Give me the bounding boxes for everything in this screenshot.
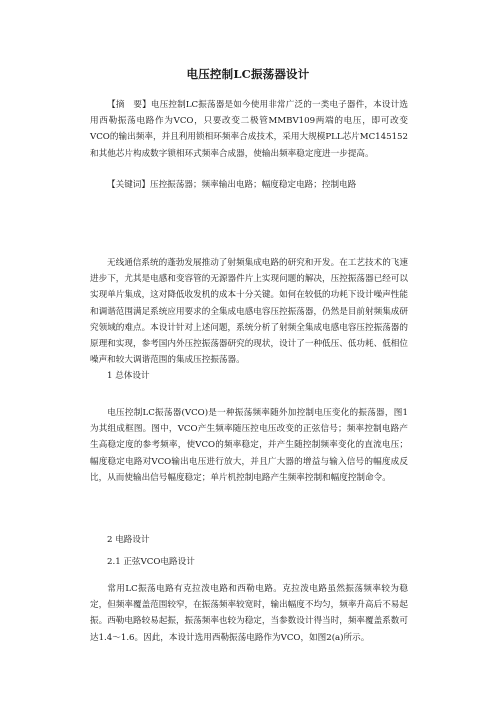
section-1-text: 电压控制LC振荡器(VCO)是一种振荡频率随外加控制电压变化的振荡器，图1为其组成框图。图中，VCO产生频率随压控电压改变的正弦信号；频率控制电路产生高稳定度的参考频率，使VCO的频率稳定，并产生随控制频率变化的直流电压；幅度稳定电路对VCO输出电压进行放大，并且广大器的增益与输入信号的幅度成反比，从而使输出信号幅度稳定；单片机控制电路产生频率控制和幅度控制命令。 bbox=[90, 408, 408, 483]
section-1-paragraph bbox=[90, 405, 408, 486]
intro-text: 无线通信系统的蓬勃发展推动了射频集成电路的研究和开发。在工艺技术的飞速进步下，尤其是电感和变容管的无源器件片上实现问题的解决，压控振荡器已经可以实现单片集成，这对降低收发机的成本十分关键。如何在较低的功耗下设计噪声性能和调谐范围满足系统应用要求的全集成电感电容压控振荡器，仍然是目前射频集成研究领域的难点。本设计针对上述问题，系统分析了射频全集成电感电容压控振荡器的原理和实现，参考国内外压控振荡器研究的现状，设计了一种低压、低功耗、低相位噪声和较大调谐范围的集成压控振荡器。 bbox=[90, 258, 408, 366]
keywords-paragraph bbox=[90, 177, 408, 193]
section-2-1-text: 常用LC振荡电路有克拉泼电路和西勒电路。克拉泼电路虽然振荡频率较为稳定，但频率覆盖范围较窄，在振荡频率较宽时，输出幅度不均匀，频率升高后不易起振。西勒电路较易起振，振荡频率也较为稳定，当参数设计得当时，频率覆盖系数可达1.4～1.6。因此，本设计选用西勒振荡电路作为VCO，如图2(a)所示。 bbox=[90, 584, 408, 643]
section-1-heading: 1 总体设计 bbox=[107, 371, 150, 381]
section-2-1-paragraph bbox=[90, 581, 408, 646]
section-2-heading: 2 电路设计 bbox=[107, 535, 150, 545]
page-title: 电压控制LC振荡器设计 bbox=[186, 67, 310, 81]
keywords-text: 【关键词】压控振荡器；频率输出电路；幅度稳定电路；控制电路 bbox=[107, 180, 357, 190]
section-2-1-heading: 2.1 正弦VCO电路设计 bbox=[107, 557, 195, 567]
abstract-text: 【摘 要】电压控制LC振荡器是如今使用非常广泛的一类电子器件，本设计选用西勒振荡电路作为VCO，只要改变二极管MMBV109两端的电压，即可改变VCO的输出频率，并且利用锁相环频率合成技术，采用大规模PLL芯片MC145152和其他芯片构成数字锁相环式频率合成器，使输出频率稳定度进一步提高。 bbox=[90, 100, 408, 159]
intro-paragraph bbox=[90, 255, 408, 368]
abstract-paragraph bbox=[90, 97, 408, 162]
